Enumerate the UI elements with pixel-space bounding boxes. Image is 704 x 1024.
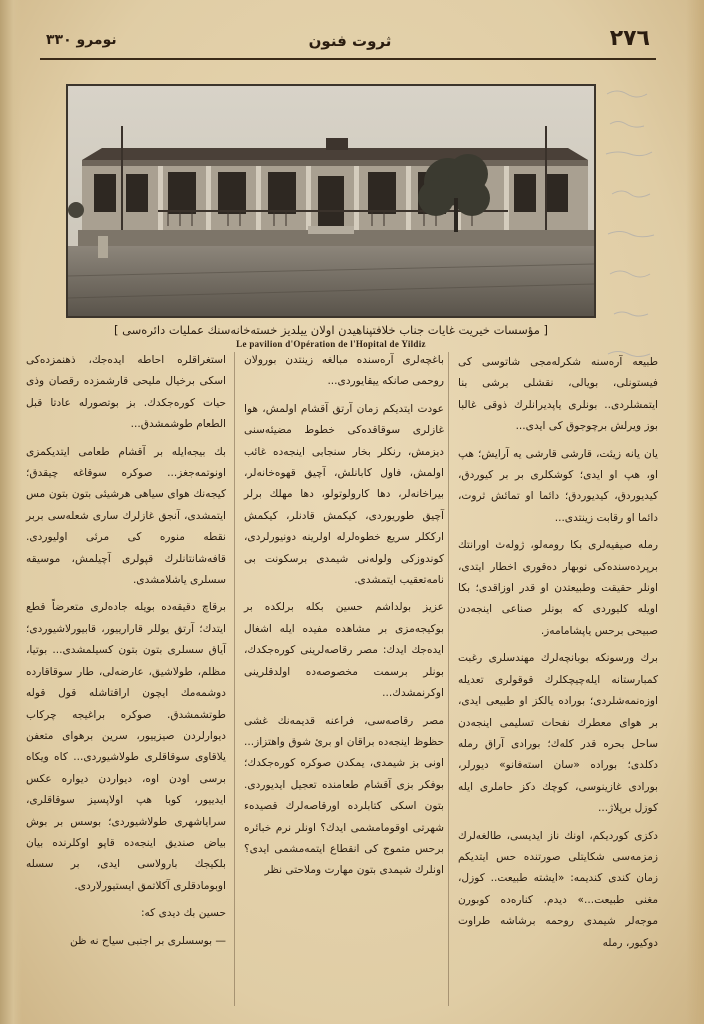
paragraph: عزیز بولداشم حسین بکلە برلکدە بر بوکیجەمزی بر مشاهدە مفیدە ایلە اشغال ایدەجك ایدك: مصر رقاصەلرینی کورەجکدك، بونلر برسمت مخصوصەدە اولدقلرینی اوکرنمشدك...: [244, 601, 444, 700]
column-divider: [448, 352, 449, 1006]
figure-caption: [66, 322, 596, 350]
paragraph: باغچەلری آرەسندە مبالغە زینتدن بورولان روحمی صانکە ییقایوردی...: [244, 354, 444, 388]
faded-margin-handwriting: [602, 84, 662, 384]
paragraph: یان یانە زیئت، قارشی قارشی یە آرایش؛ هپ او، هپ او ایدی؛ کوشکلری بر بر کیوردق، کیدیوردق، کیدیوردق؛ دائما او تمائش ثروت، دائما او رقابت زینتدی...: [458, 447, 658, 524]
paragraph: رملە صیفیەلری بکا رومەلو، ژولەث اورانتك برپردەسندەکی نوبهار دەقوری اخطار ایتدی، اونلر حقیقت وطبیعتدن او قدر اوزاقدی؛ بکا اویلە کلیوردی کە بونلر صناعی اینجەدن صبیحی برحس یاپشامامەز.: [458, 539, 658, 637]
paragraph: برك ورسونكە بوبانچەلرك مهندسلری رغبت کمبارستانە ایلەچیچکلرك قوقولری تعدیلە اوزەنمەشلردی؛ بورادە یالکز او طبیعی ایدی، بر هوای معطرك نفحات تسلیمی اینجەدن ساحل بحرە قدر کلەك؛ بورادی آراق رملە دکلدی؛ بورادە «سان استەفانو» دیورلر، بورادی غازینوسی، کوچك دکز حاملری ایلە کوزل برپلاژ...: [458, 652, 658, 815]
page-edge-shadow: [686, 0, 704, 1024]
paragraph: برقاچ دقیقەدە بویلە جادەلری متعرضاً قطع ایتدك؛ آرتق یوللر قارارییور، قابیورلاشیوردی؛ آیاق سسلری بتون بتون کسیلمشدی... بوتیا، مظلم، طولاشیق، عارضەلی، طار سوقاقاردە دوشمەمك ایچون اراقتاشلە قول قولە طوتشمشدق. صوکرە براغیجە چرکاب دیوارلردن صیزییور، سرین برهوای متعفن یلاقاوی سوقاقلری طولاشیوردی... کاه ویکاه برسی اودن اوە، دیواردن دیوارە عکس ایدییور، کوبا هپ اولاپسیز سوقاقلری، سرایاشهری طولاشیوردی؛ بوسس بر بوش بیاض صندیق اینجەدە قاپو اوکلرندە بیان بلکیجك بارولاسی ایدی، بر سسلە اوبومادقلری آکلاتمق ایستیورلاردی.: [26, 601, 226, 892]
handwriting-marks: [602, 84, 662, 384]
column-divider: [234, 352, 235, 1006]
paragraph: دکزی کوردیکم، اونك ناز ایدیسی، طالغەلرك زمزمەسی شکایتلی صورتندە حس ایتدیکم زمان کندی کندیمە: «ایشتە طبیعت.. کوزل، مغنی طبیعت...» دیدم. کنارەدە کوبورن موجەلر شیمدی روحمە برشاشە طراوت دوکیور، رملە: [458, 829, 658, 949]
hospital-pavilion-photo: [66, 84, 596, 318]
paragraph: حسین بك دیدی کە:: [140, 907, 226, 920]
paragraph: استغراقلرە احاطە ایدەجك، ذهنمزدەکی اسکی برخیال ملیحی قارشمزدە رقصان وذی حیات کورەجکدك. بز بوتصورلە عادتا قبل الطعام طوشمشدق...: [26, 354, 226, 431]
journal-title: ثروت فنون: [308, 32, 392, 50]
page-header: [40, 28, 656, 60]
text-column-left: [26, 350, 226, 958]
page-number: ٢٧٦: [609, 26, 650, 51]
caption-turkish: [ مؤسسات خیریت غایات جناب خلافتپناهیدن اولان ییلدیز خستەخانەسنك عملیات دائرەسی ]: [113, 323, 549, 337]
book-binding-shadow: [0, 0, 22, 1024]
paragraph: مصر رقاصەسی، فراعنە قدیمەنك غشی حظوظ اینجەدە براقان او برئ شوق واهتزاز... اونی بز شیمدی، یمکدن صوکرە کورەجکدك؛ بوفکر بزی آقشام طعامندە تعجیل ایدیوردی. بتون اسکی کتابلردە اورقاصەلرك قصیدەء شهرتی اوقومامشمی ایدك؟ اونلر نرم خبائرە برحس متموج کی انقطاع ایتمەمشمی ایدی؟ اونلرك شیمدی بتون مهارت وملاحتی نظر: [244, 714, 444, 877]
text-column-middle: [244, 350, 444, 888]
issue-number: نومرو ٣٣٠: [46, 32, 117, 48]
paragraph: بك بیجەایلە بر آقشام طعامی ایتدیکمزی اونوتمەجغز... صوکرە سوقاغە چیقدق؛ کیجەنك هوای سیاهی هرشیئی بتون بتون مس ایتمشدی، آنجق غازلرك ساری شعلەسی بربر نقطە منورە کی مرئی اولیوردی. قافەشانتانلرك قپولری آچیلمش، موسیقە سسلری یاشلامشدی.: [26, 445, 226, 587]
caption-french: Le pavilion d'Opération de l'Hopital de Yildiz: [236, 339, 426, 349]
text-column-right: [458, 352, 658, 960]
paragraph: — بوسسلری بر اجنبی سیاح نە ظن: [70, 934, 226, 947]
paragraph: طبیعە آرەسنە شکرلەمجی شاتوسی کی فیستونلی، بویالی، نقشلی برشی بنا ایتمشلردی.. بونلری یاپدیرانلرك ذوقی غالبا بوز ویرلش برچوجوق کی ایدی...: [458, 356, 658, 433]
paragraph: عودت ایتدیکم زمان آرتق آقشام اولمش، هوا غازلری سوقاقدەکی خطوط مضیئەسنی دیزمش، رنکلر بخار سنجابی اینجەدە غائب اولمش، فاول کابانلش، آچیق قهوەخانەلر، بیراخانەلر، دها کارولوتولو، دها مهلك برلر آچیق طوریوردی، کیکمش قادنلر، کیکمش ارککلر سریع خطوەلرلە اولرینە دونیورلردی، کوندوزکی ولولەنی شیمدی برسکونت بی نامەتعقیب ایتمشدی.: [244, 402, 444, 587]
building-photo-illustration: [68, 86, 594, 316]
